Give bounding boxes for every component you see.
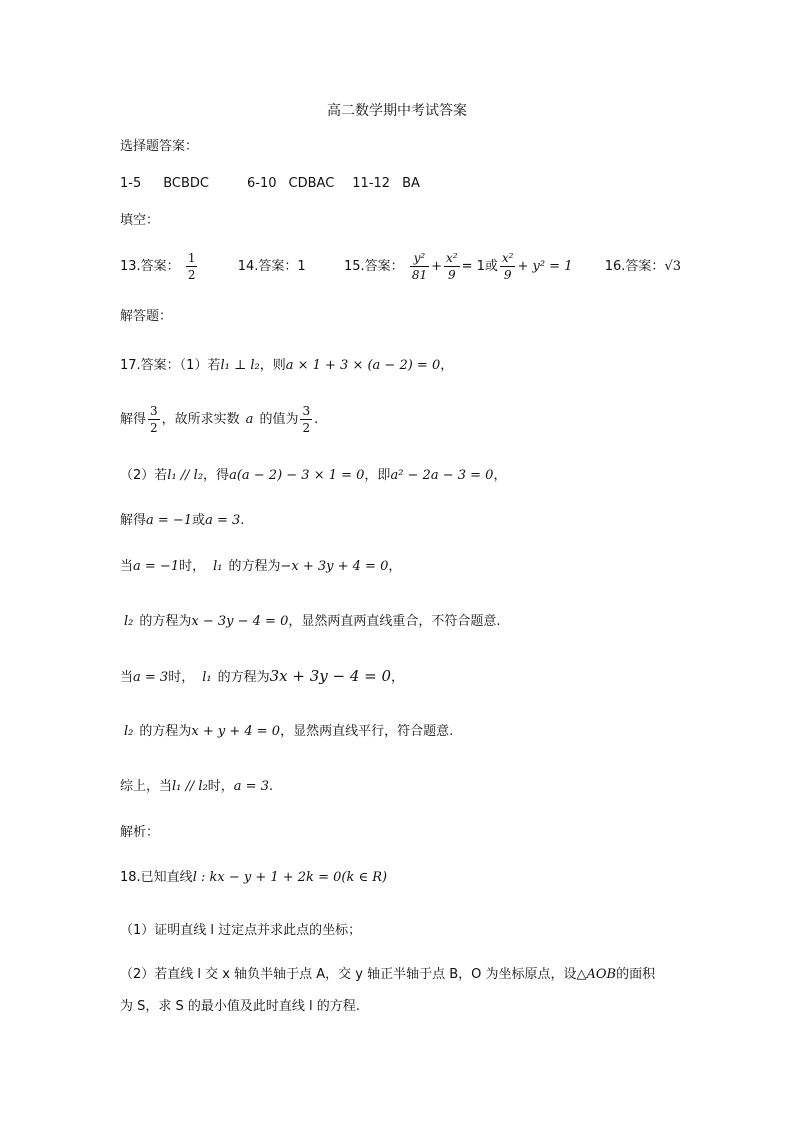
q17-l6-text-d: ，显然两直两直线重合，不符合题意. xyxy=(288,614,501,629)
q17-l3-math-parallel: l₁ // l₂ xyxy=(167,468,204,483)
q17-l7-equation: 3x + 3y − 4 = 0 xyxy=(269,667,392,685)
q17-l9-math-a: a = 3 xyxy=(233,779,269,794)
q17-l4-text-e: . xyxy=(240,513,245,528)
q17-l2-text-d: . xyxy=(314,412,319,427)
q17-l5-text-a: 当 xyxy=(120,559,134,574)
choice-answers-row xyxy=(120,175,420,193)
q17-l2-fraction-2 xyxy=(300,403,312,436)
q15-fraction-1 xyxy=(410,250,429,283)
q17-l1-equation: a × 1 + 3 × (a − 2) = 0 xyxy=(285,358,441,373)
q17-l4-math-1: a = −1 xyxy=(146,513,193,528)
q17-line-2 xyxy=(120,402,318,438)
q17-l8-text-b: 的方程为 xyxy=(139,724,192,739)
q17-l5-text-g: ， xyxy=(388,559,402,574)
q17-l2-var: a xyxy=(245,412,254,427)
q17-l9-math-parallel: l₁ // l₂ xyxy=(172,779,208,794)
q17-l2-text-c: 的值为 xyxy=(259,412,299,427)
q16-label: 16.答案： xyxy=(604,259,665,274)
q17-l6-equation: x − 3y − 4 = 0 xyxy=(191,614,289,629)
q17-l2-text-b: ，故所求实数 xyxy=(161,412,240,427)
q17-l3-text-g: ， xyxy=(493,468,507,483)
q17-l5-equation: −x + 3y + 4 = 0 xyxy=(280,559,389,574)
q17-l9-text-c: 时， xyxy=(207,779,234,794)
q15-fraction-2 xyxy=(444,250,460,283)
q17-line-7 xyxy=(120,667,404,687)
q15-fraction-3 xyxy=(500,250,516,283)
q18-text-a: 18.已知直线 xyxy=(120,870,193,885)
q13-denominator: 2 xyxy=(187,268,196,282)
q18-part-1: （1）证明直线 l 过定点并求此点的坐标； xyxy=(120,923,362,938)
choice-answer-3: BA xyxy=(402,176,420,191)
q16-value: √3 xyxy=(664,259,681,274)
q17-l3-equation-1: a(a − 2) − 3 × 1 = 0 xyxy=(229,468,365,483)
q13-numerator: 1 xyxy=(187,251,196,265)
q17-l3-text-e: ，即 xyxy=(364,468,391,483)
q18-line-1 xyxy=(120,869,387,887)
q17-l7-math-a: a = 3 xyxy=(133,670,169,685)
choice-heading: 选择题答案： xyxy=(120,139,199,154)
q18-p2-text-c: 的面积 xyxy=(616,967,656,982)
analysis-heading: 解析： xyxy=(120,825,160,840)
q15-f2-numerator: x² xyxy=(446,251,458,265)
q17-line-3 xyxy=(120,467,506,485)
q17-l8-line-l2: l₂ xyxy=(124,724,134,739)
q18-part-2-line-2: 为 S，求 S 的最小值及此时直线 l 的方程. xyxy=(120,999,360,1014)
q17-l3-text-a: （2）若 xyxy=(120,468,168,483)
q14-answer: 14.答案：1 xyxy=(237,259,306,274)
q17-l2-text-a: 解得 xyxy=(120,412,147,427)
q17-l2-f1-numerator: 3 xyxy=(150,404,158,418)
q17-l7-text-g: ， xyxy=(391,670,405,685)
q17-l6-text-b: 的方程为 xyxy=(139,614,192,629)
q15-tail: + y² = 1 xyxy=(517,259,573,274)
q17-l8-text-d: ，显然两直线平行，符合题意. xyxy=(280,724,454,739)
q17-l1-text-e: ， xyxy=(440,358,454,373)
q18-domain: (k ∈ R) xyxy=(341,870,388,885)
q17-l5-text-e: 的方程为 xyxy=(228,559,281,574)
q17-l5-line-l1: l₁ xyxy=(213,559,223,574)
q17-l5-text-c: 时， xyxy=(179,559,206,574)
q17-l1-text-c: ，则 xyxy=(259,358,286,373)
q17-l9-text-e: . xyxy=(268,779,274,794)
q15-label: 15.答案： xyxy=(343,259,404,274)
q17-line-4 xyxy=(120,512,244,530)
choice-range-3: 11-12 xyxy=(352,176,391,191)
q17-l6-line-l2: l₂ xyxy=(124,614,134,629)
q17-l7-text-e: 的方程为 xyxy=(217,670,270,685)
choice-answer-2: CDBAC xyxy=(288,176,335,191)
q18-p2-text-a: （2）若直线 l 交 x 轴负半轴于点 A，交 y 轴正半轴于点 B，O 为坐标原点，设 xyxy=(120,967,577,982)
q13-label: 13.答案： xyxy=(120,259,180,274)
q15-f3-numerator: x² xyxy=(501,251,514,265)
q17-l7-text-c: 时， xyxy=(168,670,195,685)
q15-f3-denominator: 9 xyxy=(503,268,512,282)
choice-answer-1: BCBDC xyxy=(163,176,210,191)
q18-p2-triangle: △AOB xyxy=(576,967,617,982)
q17-l7-line-l1: l₁ xyxy=(202,670,212,685)
q17-l8-equation: x + y + 4 = 0 xyxy=(191,724,281,739)
fill-heading: 填空： xyxy=(120,213,160,228)
q17-l2-f2-denominator: 2 xyxy=(302,421,311,435)
q17-l4-math-2: a = 3 xyxy=(205,513,241,528)
q17-l4-text-c: 或 xyxy=(192,513,206,528)
q17-l3-equation-2: a² − 2a − 3 = 0 xyxy=(390,468,494,483)
q17-l5-math-a: a = −1 xyxy=(133,559,180,574)
page-title: 高二数学期中考试答案 xyxy=(327,103,467,119)
solve-heading: 解答题： xyxy=(120,309,173,324)
q17-line-9 xyxy=(120,778,273,796)
q17-l9-text-a: 综上，当 xyxy=(120,779,173,794)
q17-l4-text-a: 解得 xyxy=(120,513,147,528)
q17-line-8 xyxy=(124,723,453,741)
q17-l1-text-a: 17.答案：（1）若 xyxy=(120,358,221,373)
choice-range-2: 6-10 xyxy=(247,176,277,191)
q17-l2-f1-denominator: 2 xyxy=(150,421,158,435)
q17-l3-text-c: ，得 xyxy=(203,468,230,483)
q15-f1-numerator: y² xyxy=(410,250,429,267)
fill-answers-row: 13.答案： $\frac{1}{2}$ 14.答案：1 15.答案： $\frac{\text{y²}}{81}$ + $\frac{\text{x²}}{9}$ = 1或 $\frac{\text{x²}}{9}$ + y² = 1 16.答案：√3 xyxy=(120,251,681,282)
q15-mid: = 1或 xyxy=(461,259,498,274)
choice-range-1: 1-5 xyxy=(120,176,142,191)
q17-line-5 xyxy=(120,558,401,576)
q13-fraction xyxy=(186,250,198,283)
q17-line-6 xyxy=(124,613,501,631)
q17-line-1 xyxy=(120,357,453,375)
q15-f2-denominator: 9 xyxy=(447,268,456,282)
q18-equation: l : kx − y + 1 + 2k = 0 xyxy=(192,870,342,885)
q18-part-2-line-1 xyxy=(120,966,655,984)
q17-l2-f2-numerator: 3 xyxy=(302,404,311,418)
q17-l1-math-perp: l₁ ⊥ l₂ xyxy=(220,358,260,373)
q17-l2-fraction-1 xyxy=(148,403,160,436)
q17-l7-text-a: 当 xyxy=(120,670,134,685)
q15-f1-denominator: 81 xyxy=(411,268,428,282)
